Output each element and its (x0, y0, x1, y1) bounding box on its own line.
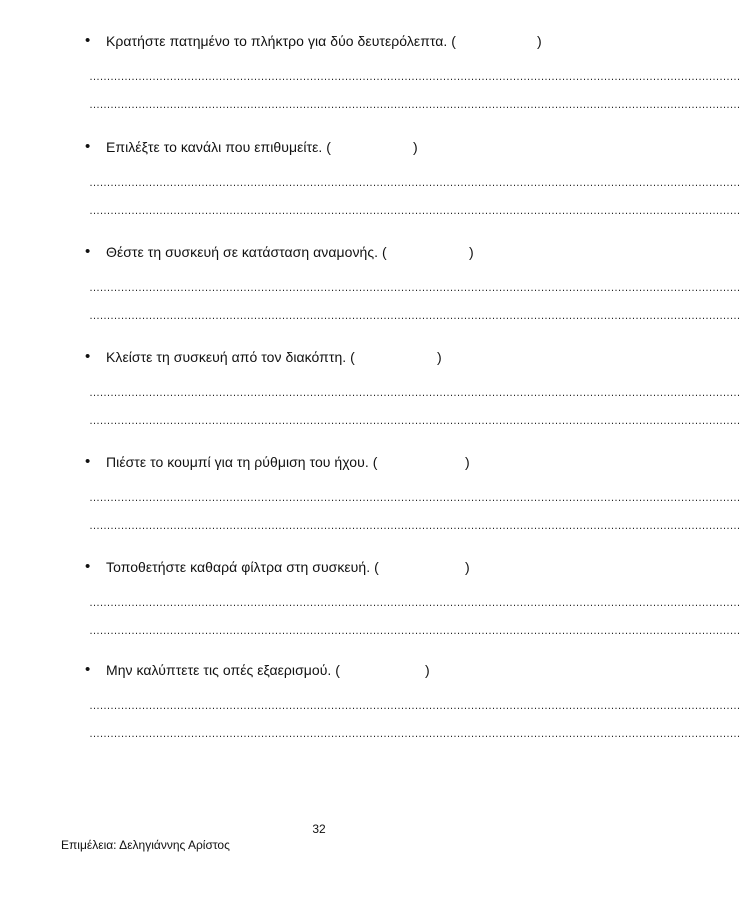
exercise-item-1 (0, 31, 740, 141)
answer-line-2[interactable]: …………………………………………………………………………………………………………………………………………………………………… (89, 415, 740, 427)
bullet-icon: • (85, 243, 91, 260)
closing-parenthesis: ) (469, 244, 474, 260)
exercise-item-2 (0, 137, 740, 247)
exercise-item-6 (0, 557, 740, 667)
answer-line-1[interactable]: …………………………………………………………………………………………………………………………………………………………………… (89, 700, 740, 712)
instruction-text: Κλείστε τη συσκευή από τον διακόπτη. ( (106, 349, 355, 365)
footer-author: Επιμέλεια: Δεληγιάννης Αρίστος (61, 838, 230, 852)
answer-line-1[interactable]: …………………………………………………………………………………………………………………………………………………………………… (89, 597, 740, 609)
exercise-item-5 (0, 452, 740, 562)
answer-line-2[interactable]: …………………………………………………………………………………………………………………………………………………………………… (89, 310, 740, 322)
exercise-item-4 (0, 347, 740, 457)
bullet-icon: • (85, 138, 91, 155)
instruction-text: Επιλέξτε το κανάλι που επιθυμείτε. ( (106, 139, 331, 155)
instruction-text: Μην καλύπτετε τις οπές εξαερισμού. ( (106, 662, 341, 678)
bullet-icon: • (85, 453, 91, 470)
answer-line-1[interactable]: …………………………………………………………………………………………………………………………………………………………………… (89, 492, 740, 504)
closing-parenthesis: ) (425, 662, 430, 678)
answer-line-2[interactable]: …………………………………………………………………………………………………………………………………………………………………… (89, 625, 740, 637)
closing-parenthesis: ) (437, 349, 442, 365)
exercise-item-7 (0, 660, 740, 770)
answer-line-2[interactable]: …………………………………………………………………………………………………………………………………………………………………… (89, 99, 740, 111)
answer-line-2[interactable]: …………………………………………………………………………………………………………………………………………………………………… (89, 205, 740, 217)
closing-parenthesis: ) (537, 33, 542, 49)
exercise-item-3 (0, 242, 740, 352)
instruction-text: Θέστε τη συσκευή σε κατάσταση αναμονής. ( (106, 244, 387, 260)
answer-line-1[interactable]: …………………………………………………………………………………………………………………………………………………………………… (89, 282, 740, 294)
instruction-text: Τοποθετήστε καθαρά φίλτρα στη συσκευή. ( (106, 559, 379, 575)
closing-parenthesis: ) (465, 559, 470, 575)
instruction-text: Πιέστε το κουμπί για τη ρύθμιση του ήχου. ( (106, 454, 378, 470)
page-number: 32 (312, 822, 326, 836)
closing-parenthesis: ) (413, 139, 418, 155)
instruction-text: Κρατήστε πατημένο το πλήκτρο για δύο δευτερόλεπτα. ( (106, 33, 457, 49)
bullet-icon: • (85, 32, 91, 49)
bullet-icon: • (85, 558, 91, 575)
answer-line-1[interactable]: …………………………………………………………………………………………………………………………………………………………………… (89, 387, 740, 399)
bullet-icon: • (85, 661, 91, 678)
answer-line-1[interactable]: …………………………………………………………………………………………………………………………………………………………………… (89, 177, 740, 189)
answer-line-2[interactable]: …………………………………………………………………………………………………………………………………………………………………… (89, 728, 740, 740)
bullet-icon: • (85, 348, 91, 365)
answer-line-2[interactable]: …………………………………………………………………………………………………………………………………………………………………… (89, 520, 740, 532)
answer-line-1[interactable]: …………………………………………………………………………………………………………………………………………………………………… (89, 71, 740, 83)
closing-parenthesis: ) (465, 454, 470, 470)
